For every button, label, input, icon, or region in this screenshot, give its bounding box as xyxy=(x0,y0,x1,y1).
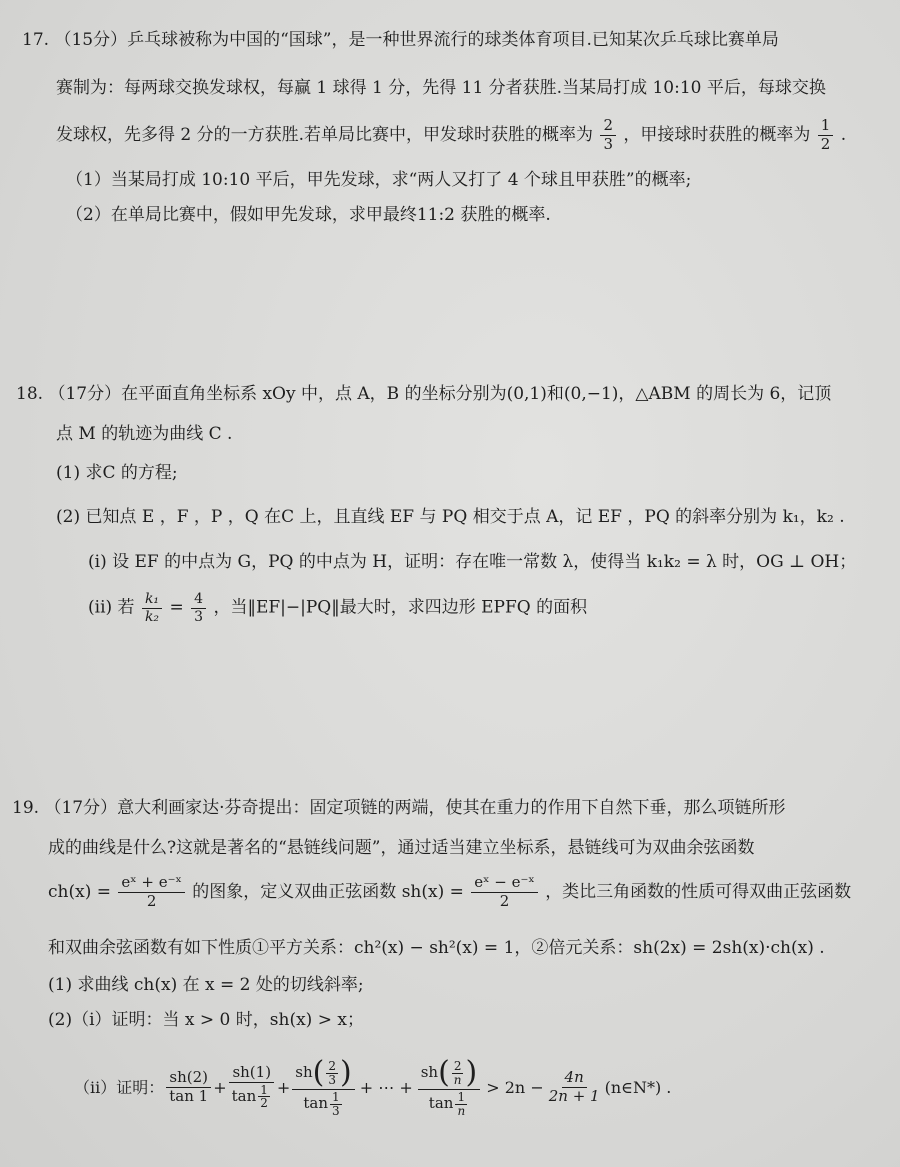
q19-part-2-ii-label: （ii）证明： xyxy=(74,1078,165,1097)
q19-line-4: 和双曲余弦函数有如下性质①平方关系：ch²(x) − sh²(x) = 1，②倍元关系：sh(2x) = 2sh(x)·ch(x) . xyxy=(48,938,825,958)
fraction-numerator: k₁ xyxy=(142,592,162,609)
term-3 xyxy=(292,1055,354,1118)
q18-part-2-ii-text: ，当‖EF|−|PQ‖最大时，求四边形 EPFQ 的面积 xyxy=(213,597,588,618)
q18-part-1: (1) 求C 的方程; xyxy=(56,463,178,483)
fraction-two-over-n xyxy=(452,1060,464,1086)
fraction-denominator: n xyxy=(457,1103,466,1118)
q19-part-1: (1) 求曲线 ch(x) 在 x = 2 处的切线斜率; xyxy=(48,975,364,995)
fraction-four-thirds xyxy=(191,592,206,624)
fraction-one-half xyxy=(818,118,834,153)
inequality-rhs-b: (n∈N*) . xyxy=(604,1078,672,1097)
q17-line-3-text-a: 发球权，先多得 2 分的一方获胜.若单局比赛中，甲发球时获胜的概率为 xyxy=(56,124,594,145)
fraction-denominator: 2 xyxy=(260,1096,268,1111)
fraction-numerator: 2 xyxy=(600,118,616,136)
fraction-two-thirds xyxy=(326,1060,338,1086)
fraction-denominator: k₂ xyxy=(144,608,160,625)
fraction-numerator xyxy=(292,1055,354,1090)
sh-label: sh xyxy=(295,1063,313,1082)
fraction-numerator: 2 xyxy=(328,1058,337,1073)
plus-sign: + xyxy=(213,1078,227,1097)
inequality-rhs-a: > 2n − xyxy=(486,1078,544,1097)
q18-line-2: 点 M 的轨迹为曲线 C . xyxy=(56,424,233,444)
fraction-numerator: 1 xyxy=(818,118,834,136)
equals-sign: = xyxy=(169,597,184,618)
fraction-denominator: 2 xyxy=(820,134,831,153)
fraction-two-thirds xyxy=(600,118,616,153)
q18-part-2: (2) 已知点 E ，F ，P ，Q 在C 上，且直线 EF 与 PQ 相交于点 A，记 EF ，PQ 的斜率分别为 k₁，k₂ . xyxy=(56,507,845,527)
right-paren-glyph: ) xyxy=(465,1055,478,1090)
q19-part-2-i: (2)（i）证明：当 x > 0 时，sh(x) > x； xyxy=(48,1010,364,1030)
term-n xyxy=(418,1055,481,1118)
q17-part-1: （1）当某局打成 10:10 平后，甲先发球，求“两人又打了 4 个球且甲获胜”的概率; xyxy=(66,170,692,190)
fraction-denominator xyxy=(426,1090,472,1117)
fraction-denominator: tan 1 xyxy=(169,1087,209,1106)
q19-line-1: 19. （17分）意大利画家达·芬奇提出：固定项链的两端，使其在重力的作用下自然下垂，那么项链所形 xyxy=(12,798,786,818)
fraction-numerator: 4n xyxy=(562,1070,587,1088)
plus-sign: + xyxy=(276,1078,291,1097)
fraction-k1-over-k2 xyxy=(142,592,162,624)
q19-line-3 xyxy=(48,875,851,910)
q17-line-1: 17. （15分）乒乓球被称为中国的“国球”，是一种世界流行的球类体育项目.已知某次乒乓球比赛单局 xyxy=(22,30,779,50)
fraction-numerator: 1 xyxy=(260,1082,268,1097)
fraction-one-over-n xyxy=(455,1091,467,1117)
fraction-denominator: n xyxy=(453,1072,462,1087)
q17-part-2: （2）在单局比赛中，假如甲先发球，求甲最终11:2 获胜的概率. xyxy=(66,205,551,225)
q19-line-3-text-b: 的图象，定义双曲正弦函数 sh(x) = xyxy=(192,881,464,902)
fraction-denominator: 3 xyxy=(328,1072,337,1087)
fraction-denominator: 3 xyxy=(603,134,613,153)
fraction-numerator: eˣ + e⁻ˣ xyxy=(118,875,185,893)
q19-part-2-ii xyxy=(74,1055,672,1118)
fraction-numerator xyxy=(418,1055,481,1090)
right-paren-glyph: ) xyxy=(340,1055,352,1090)
term-2 xyxy=(229,1065,275,1110)
q19-line-2: 成的曲线是什么?这就是著名的“悬链线问题”，通过适当建立坐标系，悬链线可为双曲余弦函数 xyxy=(48,838,755,858)
fraction-one-half xyxy=(258,1084,270,1110)
tan-label: tan xyxy=(303,1094,329,1113)
fraction-4n-over-2n-plus-1 xyxy=(546,1070,603,1105)
left-paren-glyph: ( xyxy=(438,1055,450,1090)
fraction-denominator xyxy=(300,1090,346,1117)
q18-line-1: 18. （17分）在平面直角坐标系 xOy 中，点 A，B 的坐标分别为(0,1)和(0,−1)，△ABM 的周长为 6，记顶 xyxy=(16,384,832,404)
fraction-denominator: 2 xyxy=(499,891,510,910)
fraction-numerator: sh(2) xyxy=(166,1070,211,1088)
q18-part-2-ii xyxy=(88,592,587,624)
sh-label: sh xyxy=(420,1063,439,1082)
fraction-numerator: 4 xyxy=(191,592,206,609)
fraction-numerator: 1 xyxy=(332,1090,340,1104)
fraction-denominator: 2n + 1 xyxy=(548,1087,600,1106)
ch-definition-lhs: ch(x) = xyxy=(48,881,111,902)
tan-label: tan xyxy=(428,1094,454,1113)
q19-line-3-text-c: ，类比三角函数的性质可得双曲正弦函数 xyxy=(545,881,852,902)
fraction-numerator: eˣ − e⁻ˣ xyxy=(471,875,538,893)
q17-line-3-end: . xyxy=(840,124,847,145)
q18-part-2-ii-label: (ii) 若 xyxy=(88,597,135,618)
q17-line-2: 赛制为：每两球交换发球权，每赢 1 球得 1 分，先得 11 分者获胜.当某局打成 10:10 平后，每球交换 xyxy=(56,78,826,98)
term-1 xyxy=(166,1070,211,1105)
fraction-numerator: sh(1) xyxy=(229,1065,274,1083)
fraction-denominator: 3 xyxy=(194,608,204,625)
fraction-denominator xyxy=(229,1083,275,1110)
fraction-sh-formula xyxy=(471,875,538,910)
fraction-numerator: 1 xyxy=(457,1090,466,1104)
left-paren-glyph: ( xyxy=(312,1055,325,1090)
fraction-denominator: 3 xyxy=(332,1103,340,1118)
q18-part-2-i: (i) 设 EF 的中点为 G，PQ 的中点为 H，证明：存在唯一常数 λ，使得当 k₁k₂ = λ 时，OG ⊥ OH； xyxy=(88,552,857,572)
fraction-denominator: 2 xyxy=(146,891,157,910)
tan-label: tan xyxy=(231,1087,257,1106)
q17-line-3 xyxy=(56,118,846,153)
ellipsis-plus: + ⋯ + xyxy=(359,1078,413,1097)
fraction-ch-formula xyxy=(118,875,185,910)
fraction-one-third xyxy=(330,1091,342,1117)
fraction-numerator: 2 xyxy=(453,1058,462,1073)
q17-line-3-text-b: ，甲接球时获胜的概率为 xyxy=(623,124,811,145)
